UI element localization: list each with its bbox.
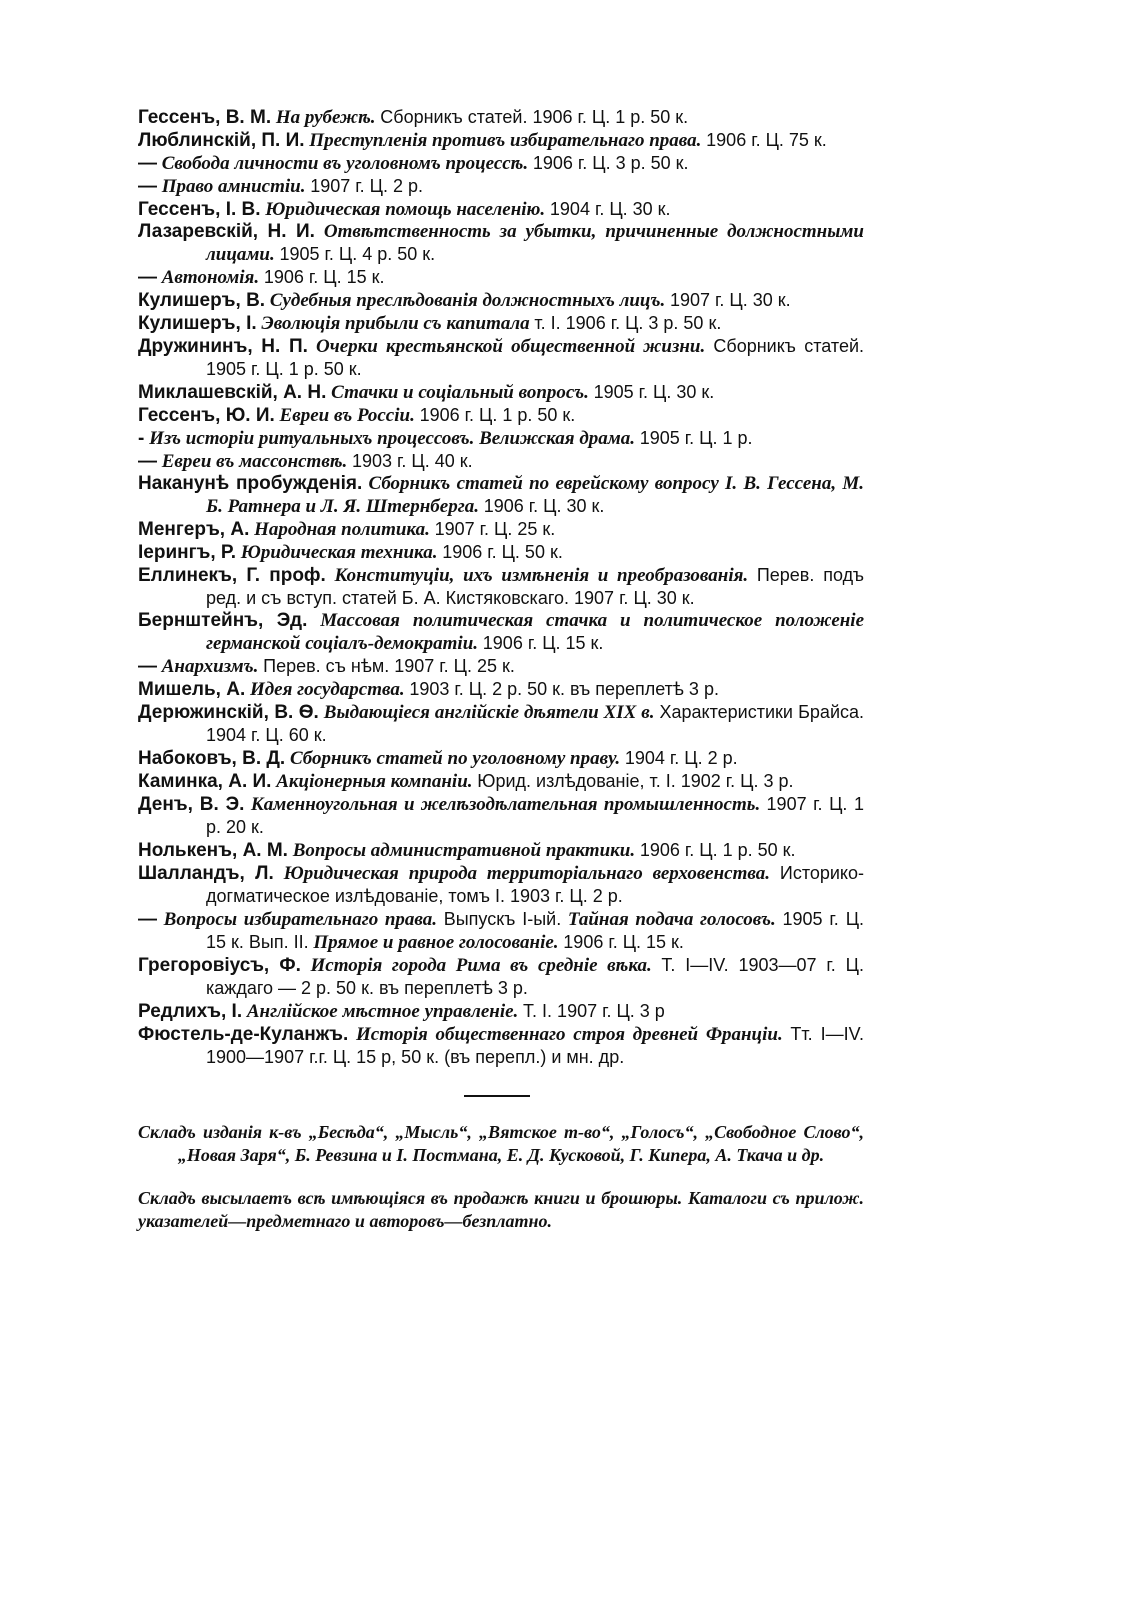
book-entry: [138, 747, 864, 770]
entry-title: Исторія города Рима въ средніе вѣка.: [310, 955, 652, 976]
book-entry: [138, 564, 864, 610]
entry-author: Грегоровіусъ, Ф.: [138, 955, 301, 976]
entry-author: —: [138, 176, 157, 197]
entry-author: Менгеръ, А.: [138, 519, 250, 540]
book-list: [138, 106, 864, 1069]
entry-title: Автономія.: [161, 267, 260, 288]
book-entry: [138, 655, 864, 678]
entry-title: Вопросы административной практики.: [292, 840, 636, 861]
entry-details: 1906 г. Ц. 15 к.: [563, 932, 684, 952]
entry-title: Судебныя преслѣдованія должностныхъ лицъ.: [269, 290, 666, 311]
book-entry: [138, 701, 864, 747]
entry-author: Бернштейнъ, Эд.: [138, 610, 308, 631]
entry-title: Юридическая помощь населенію.: [265, 199, 546, 220]
entry-title: Очерки крестьянской общественной жизни.: [316, 336, 706, 357]
entry-title: Сборникъ статей по уголовному праву.: [289, 748, 621, 769]
entry-author: Гессенъ, Ю. И.: [138, 405, 275, 426]
entry-details: 1903 г. Ц. 2 р. 50 к. въ переплетѣ 3 р.: [409, 679, 719, 699]
book-entry: [138, 312, 864, 335]
entry-title: Право амнистіи.: [161, 176, 306, 197]
entry-details: 1905 г. Ц. 4 р. 50 к.: [279, 244, 436, 264]
book-entry: [138, 862, 864, 908]
book-entry: [138, 541, 864, 564]
entry-details: 1906 г. Ц. 75 к.: [706, 130, 827, 150]
entry-author: Кулишеръ, I.: [138, 313, 257, 334]
entry-title: Идея государства.: [249, 679, 405, 700]
book-entry: [138, 335, 864, 381]
entry-author: —: [138, 153, 157, 174]
entry-details: 1904 г. Ц. 2 р.: [624, 748, 738, 768]
book-entry: [138, 450, 864, 473]
entry-author: Мишель, А.: [138, 679, 246, 700]
book-entry: [138, 518, 864, 541]
entry-details: 1906 г. Ц. 15 к.: [482, 633, 604, 653]
entry-title: Свобода личности въ уголовномъ процессѣ.: [161, 153, 529, 174]
entry-details: Сборникъ статей. 1906 г. Ц. 1 р. 50 к.: [380, 107, 689, 127]
entry-title: Евреи въ Россіи.: [279, 405, 415, 426]
entry-title: Юридическая природа территоріальнаго верховенства.: [283, 863, 770, 884]
book-entry: [138, 221, 864, 266]
entry-title: Прямое и равное голосованіе.: [313, 932, 559, 953]
entry-title: Акціонерныя компаніи.: [276, 771, 473, 792]
entry-title: Каменноугольная и желѣзодѣлательная промышленность.: [250, 794, 761, 815]
entry-author: Нолькенъ, А. М.: [138, 840, 288, 861]
entry-details: Выпускъ I-ый.: [443, 909, 562, 929]
entry-details: 1906 г. Ц. 1 р. 50 к.: [639, 840, 796, 860]
entry-title: Выдающіеся англійскіе дѣятели XIX в.: [323, 702, 655, 723]
entry-title: Конституціи, ихъ измѣненія и преобразованія.: [334, 565, 749, 586]
entry-author: —: [138, 267, 157, 288]
entry-details: 1905 г. Ц. 30 к.: [593, 382, 715, 402]
entry-author: Каминка, А. И.: [138, 771, 272, 792]
mailing-note: Складъ высылаетъ всѣ имѣющіяся въ продажѣ книги и брошюры. Каталоги съ прилож. указателей—предметнаго и авторовъ—безплатно.: [138, 1188, 864, 1231]
book-entry: [138, 678, 864, 701]
entry-details: Тт. I—IV. 1900—1907 г.г. Ц. 15 р, 50 к. (въ перепл.) и мн. др.: [206, 1024, 864, 1067]
entry-author: -: [138, 428, 145, 449]
entry-title: Эволюція прибыли съ капитала: [261, 313, 530, 334]
entry-details: 1906 г. Ц. 30 к.: [483, 496, 605, 516]
entry-title: На рубежѣ.: [275, 107, 376, 128]
entry-author: Денъ, В. Э.: [138, 794, 245, 815]
book-entry: [138, 793, 864, 839]
entry-details: Сборникъ статей. 1905 г. Ц. 1 р. 50 к.: [206, 336, 865, 379]
entry-author: Фюстель-де-Куланжъ.: [138, 1024, 349, 1045]
entry-author: Наканунѣ пробужденія.: [138, 473, 363, 494]
entry-title: Анархизмъ.: [161, 656, 259, 677]
book-entry: [138, 427, 864, 450]
entry-title: Стачки и соціальный вопросъ.: [331, 382, 589, 403]
entry-details: Историко-догматическое излѣдованіе, томъ I. 1903 г. Ц. 2 р.: [206, 863, 865, 906]
entry-author: Редлихъ, I.: [138, 1001, 243, 1022]
catalog-page: [138, 106, 864, 1233]
book-entry: [138, 381, 864, 404]
book-entry: [138, 473, 864, 518]
entry-author: Еллинекъ, Г. проф.: [138, 565, 326, 586]
entry-title: Евреи въ массонствѣ.: [161, 451, 348, 472]
entry-author: Гессенъ, I. В.: [138, 199, 261, 220]
entry-title: Народная политика.: [254, 519, 430, 540]
entry-author: Набоковъ, В. Д.: [138, 748, 286, 769]
entry-title: Преступленія противъ избирательнаго права.: [309, 130, 702, 151]
entry-title: Массовая политическая стачка и политическое положеніе германской соціалъ-демократіи.: [206, 610, 865, 654]
entry-details: 1905 г. Ц. 15 к. Вып. II.: [206, 909, 865, 952]
entry-author: Ieрингъ, Р.: [138, 542, 237, 563]
entry-title: Тайная подача голосовъ.: [567, 909, 776, 930]
book-entry: [138, 266, 864, 289]
entry-title: Отвѣтственность за убытки, причиненные должностными лицами.: [206, 221, 864, 265]
book-entry: [138, 839, 864, 862]
entry-author: Дружининъ, Н. П.: [138, 336, 308, 357]
entry-title: Сборникъ статей по еврейскому вопросу I. В. Гессена, М. Б. Ратнера и Л. Я. Штернберга.: [206, 473, 865, 517]
entry-details: 1907 г. Ц. 2 р.: [310, 176, 423, 196]
entry-details: Т. I. 1907 г. Ц. 3 р: [523, 1001, 665, 1021]
entry-details: 1907 г. Ц. 25 к.: [434, 519, 556, 539]
entry-author: Миклашевскій, А. Н.: [138, 382, 327, 403]
book-entry: [138, 198, 864, 221]
section-divider: [464, 1095, 530, 1097]
entry-details: 1907 г. Ц. 30 к.: [669, 290, 791, 310]
entry-title: Вопросы избирательнаго права.: [163, 909, 438, 930]
book-entry: [138, 106, 864, 129]
entry-title: Англійское мѣстное управленіе.: [246, 1001, 519, 1022]
entry-author: Шалландъ, Л.: [138, 863, 274, 884]
book-entry: [138, 610, 864, 655]
book-entry: [138, 770, 864, 793]
entry-title: Изъ исторіи ритуальныхъ процессовъ. Велижская драма.: [149, 428, 636, 449]
entry-author: —: [138, 909, 157, 930]
entry-details: 1906 г. Ц. 3 р. 50 к.: [532, 153, 689, 173]
entry-details: 1906 г. Ц. 1 р. 50 к.: [419, 405, 576, 425]
entry-details: Т. I—IV. 1903—07 г. Ц. каждаго — 2 р. 50 к. въ переплетѣ 3 р.: [206, 955, 865, 998]
entry-author: Гессенъ, В. М.: [138, 107, 272, 128]
warehouse-note: Складъ изданія к-въ „Бесѣда“, „Мысль“, „Вятское т-во“, „Голосъ“, „Свободное Слово“, „Новая Заря“, Б. Ревзина и I. Постмана, Е. Д. Кусковой, Г. Кипера, А. Ткача и др.: [138, 1122, 864, 1165]
entry-author: —: [138, 656, 157, 677]
book-entry: [138, 152, 864, 175]
entry-title: Юридическая техника.: [240, 542, 438, 563]
book-entry: [138, 289, 864, 312]
entry-author: Кулишеръ, В.: [138, 290, 266, 311]
entry-details: т. I. 1906 г. Ц. 3 р. 50 к.: [534, 313, 722, 333]
book-entry: [138, 908, 864, 954]
entry-author: —: [138, 451, 157, 472]
entry-author: Люблинскій, П. И.: [138, 130, 305, 151]
entry-details: 1905 г. Ц. 1 р.: [639, 428, 753, 448]
entry-details: Юрид. излѣдованіе, т. I. 1902 г. Ц. 3 р.: [477, 771, 794, 791]
entry-details: 1903 г. Ц. 40 к.: [352, 451, 473, 471]
book-entry: [138, 954, 864, 1000]
book-entry: [138, 129, 864, 152]
book-entry: [138, 1023, 864, 1069]
entry-author: Дерюжинскій, В. Ѳ.: [138, 702, 319, 723]
book-entry: [138, 175, 864, 198]
entry-details: Перев. съ нѣм. 1907 г. Ц. 25 к.: [263, 656, 515, 676]
book-entry: [138, 404, 864, 427]
entry-author: Лазаревскій, Н. И.: [138, 221, 315, 242]
entry-title: Исторія общественнаго строя древней Франціи.: [356, 1024, 783, 1045]
entry-details: Перев. подъ ред. и съ вступ. статей Б. А. Кистяковскаго. 1907 г. Ц. 30 к.: [206, 565, 864, 608]
entry-details: Характеристики Брайса. 1904 г. Ц. 60 к.: [206, 702, 865, 745]
entry-details: 1906 г. Ц. 50 к.: [442, 542, 563, 562]
book-entry: [138, 1000, 864, 1023]
entry-details: 1904 г. Ц. 30 к.: [549, 199, 671, 219]
entry-details: 1906 г. Ц. 15 к.: [263, 267, 385, 287]
entry-details: 1907 г. Ц. 1 р. 20 к.: [206, 794, 865, 837]
